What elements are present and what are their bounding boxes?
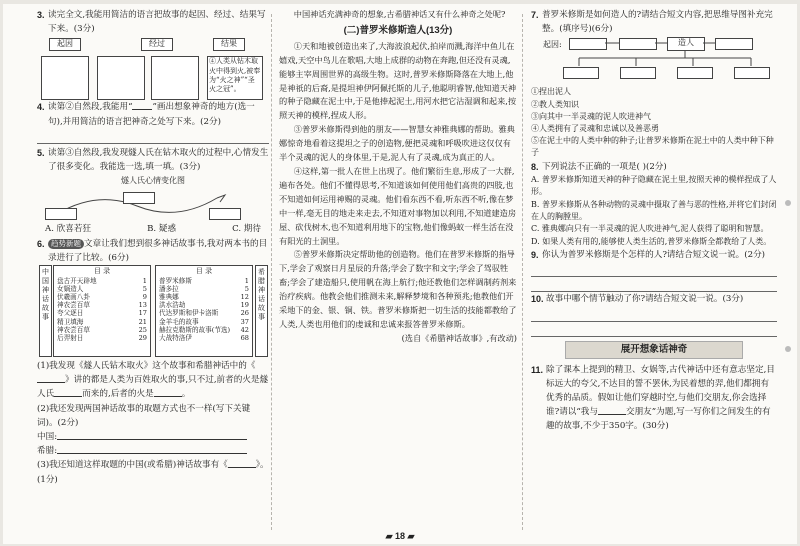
mood-blank-1[interactable] bbox=[45, 208, 77, 220]
toc-entry bbox=[57, 309, 147, 317]
q6-greece-line: 希腊: bbox=[37, 444, 269, 458]
toc-entry-page: 1 bbox=[142, 277, 147, 286]
toc-entry-page: 25 bbox=[138, 325, 147, 334]
section-banner: 展开想象话神奇 bbox=[565, 341, 743, 359]
story-structure-diagram bbox=[37, 36, 269, 100]
question-6: 6. 趋势新题 文章让我们想到很多神话故事书,我对两本书的目录进行了比较。(6分) bbox=[37, 238, 268, 263]
page-number: ▰ 18 ▰ bbox=[385, 531, 415, 541]
mind-map: 起因: 造人 bbox=[531, 36, 777, 86]
toc-entry-title: 洪水浩劫 bbox=[159, 301, 186, 310]
binding-hole bbox=[785, 200, 791, 206]
result-box: ④人类从钻木取火中得到火,被奉为“火之神”“圣火之冠”。 bbox=[207, 56, 263, 100]
toc-entry-page: 37 bbox=[240, 317, 249, 326]
cause-answer-box[interactable] bbox=[41, 56, 89, 100]
mood-curve bbox=[37, 188, 269, 222]
toc-entry-title: 普罗米修斯 bbox=[159, 277, 192, 286]
page-number-deco-left: ▰ bbox=[385, 531, 395, 541]
toc-entry bbox=[57, 334, 147, 342]
toc-entry-page: 17 bbox=[138, 309, 147, 318]
toc-entry-page: 19 bbox=[240, 301, 249, 310]
toc-entry-title: 后羿射日 bbox=[57, 333, 84, 342]
left-column bbox=[37, 8, 269, 487]
toc-entry-page: 68 bbox=[240, 333, 249, 342]
toc-comparison bbox=[37, 265, 269, 359]
worksheet-page bbox=[3, 4, 797, 544]
q6-sub1: (1)我发现《燧人氏钻木取火》这个故事和希腊神话中的《》讲的都是人类为百姓取火的事,只不过,前者的火是燧人氏 而来的,后者的火是 。 bbox=[37, 361, 269, 400]
column-divider bbox=[271, 14, 272, 530]
toc-entry-title: 大战特洛伊 bbox=[159, 333, 192, 342]
toc-entry-page: 5 bbox=[244, 285, 249, 294]
paragraph-3: ③普罗米修斯得到他的朋友——智慧女神雅典娜的帮助。雅典娜惊奇地看着这提坦之子的创造物,便把灵魂和呼吸吹进这仅仅有半个灵魂的泥人的身体里,于是,泥人有了灵魂,成为真正的人。 bbox=[279, 124, 515, 163]
toc-entry bbox=[159, 285, 249, 293]
page-number-deco-right: ▰ bbox=[405, 531, 415, 541]
toc-entry-page: 1 bbox=[244, 277, 249, 286]
paragraph-5: ⑤普罗米修斯决定帮助他的创造物。他们在普罗米修斯的指导下,学会了观察日月星辰的升落;学会了数字和文字;学会了驾驭牲畜;学会了建造船只,使用帆在海上航行;他还教他们怎样调制药剂来治疗疾病。他教会他们推测未来,解释梦境和各种预兆;他教他们开采地下的金、银、铜、铁。普罗米修斯把一切生活的技能都教给了人类,人类也用他们的虔诚和忠诚来报答普罗米修斯。 bbox=[279, 249, 517, 329]
answer-line[interactable] bbox=[531, 307, 777, 322]
toc-entry bbox=[57, 318, 147, 326]
toc-entry-title: 精卫填海 bbox=[57, 317, 84, 326]
q6-sub2: (2)我还发现两国神话故事的取题方式也不一样(写下关键词)。(2分) bbox=[37, 403, 251, 428]
toc-entry-page: 21 bbox=[138, 317, 147, 326]
mood-options bbox=[37, 222, 269, 236]
right-column bbox=[531, 8, 777, 434]
toc-entry bbox=[159, 309, 249, 317]
toc-entry-page: 29 bbox=[138, 333, 147, 342]
option-a: A. 欣喜若狂 bbox=[45, 224, 92, 235]
toc-entry-page: 5 bbox=[142, 285, 147, 294]
toc-entry-title: 神农尝百草 bbox=[57, 301, 90, 310]
question-10: 10. 故事中哪个情节触动了你?请结合短文说一说。(3分) bbox=[531, 294, 744, 305]
map-blank-7[interactable] bbox=[734, 67, 770, 79]
option-c: C. 期待 bbox=[232, 224, 261, 235]
toc-entry bbox=[159, 277, 249, 285]
answer-line[interactable] bbox=[531, 277, 777, 292]
greece-book-label: 希腊神话故事 bbox=[255, 265, 268, 357]
toc-entry-title: 女娲造人 bbox=[57, 285, 84, 294]
question-4: 4. 读第②自然段,我能用“ ”画出想象神奇的地方(选一句),并用简洁的语言把神奇之处写下来。(2分) bbox=[37, 102, 255, 127]
binding-hole bbox=[785, 346, 791, 352]
toc-entry-title: 雅典娜 bbox=[159, 293, 179, 302]
toc-entry-title: 金羊毛的故事 bbox=[159, 317, 199, 326]
mood-blank-3[interactable] bbox=[209, 208, 241, 220]
toc-entry-title: 神农尝百草 bbox=[57, 325, 90, 334]
toc-entry-page: 12 bbox=[240, 293, 249, 302]
q7-options: ①捏出泥人 ②教人类知识 ③向其中一半灵魂的泥人吹进神气 ④人类拥有了灵魂和忠诚以及善恶勇 ⑤在泥土中的人类中种的种子;让普罗米修斯在泥土中的人类中种下种子 bbox=[531, 87, 774, 158]
mood-blank-2[interactable] bbox=[123, 192, 155, 204]
toc-entry-title: 代达罗斯和伊卡洛斯 bbox=[159, 309, 219, 318]
answer-line[interactable] bbox=[531, 262, 777, 277]
section-title: (二)普罗米修斯造人(13分) bbox=[343, 24, 453, 36]
toc-entry bbox=[159, 326, 249, 334]
question-5: 5. 读第③自然段,我发现燧人氏在钻木取火的过程中,心情发生了很多变化。我能选一选,填一填。(3分) bbox=[37, 147, 269, 173]
toc-entry-title: 盘古开天辟地 bbox=[57, 277, 97, 286]
map-center: 造人 bbox=[667, 37, 705, 51]
toc-entry-title: 赫拉克勒斯的故事(节选) bbox=[159, 325, 231, 334]
china-toc: 目 录 盘古开天辟地 1 女娲造人 5 伏羲画八卦 9 神农尝百草 13 夸父逐日 17 精卫填海 21 神农尝百草 25 后羿射日 29 bbox=[53, 265, 151, 357]
greece-toc-list bbox=[159, 277, 249, 342]
q8-options: A. 普罗米修斯知道天神的种子隐藏在泥土里,按照天神的模样捏成了人形。 B. 普罗米修斯从各种动物的灵魂中摄取了善与恶的性格,并将它们封闭在人的胸膛里。 C. 雅典娜向只有一半灵魂的泥人吹进神气,泥人获得了聪明和智慧。 D. 如果人类有用的,能够使人类生活的,普罗米修斯全都教给了人类。 bbox=[531, 174, 777, 246]
map-blank-4[interactable] bbox=[563, 67, 599, 79]
toc-entry bbox=[159, 334, 249, 342]
intro-text: 中国神话充满神奇的想象,古希腊神话又有什么神奇之处呢? bbox=[293, 9, 506, 19]
toc-entry-title: 伏羲画八卦 bbox=[57, 293, 90, 302]
label-process: 经过 bbox=[141, 38, 173, 51]
toc-entry bbox=[57, 285, 147, 293]
question-11: 11. 除了课本上提到的精卫、女娲等,古代神话中还有意志坚定,目标远大的夸父,不达目的誓不罢休,为民着想的羿,他们都拥有优秀的品质。假如让他们穿越时空,与他们交朋友,你会选择谁?请以“我与 交朋友”为题,写一写你们之间发生的有趣的故事,不少于350字。(30分) bbox=[531, 364, 775, 432]
q6-sub3: (3)我还知道这样取题的中国(或希腊)神话故事有《 》。(1分) bbox=[37, 460, 269, 485]
option-b: B. 疑惑 bbox=[147, 224, 177, 235]
label-cause: 起因 bbox=[49, 38, 81, 51]
toc-entry-page: 13 bbox=[138, 301, 147, 310]
toc-entry-title: 夸父逐日 bbox=[57, 309, 84, 318]
middle-column bbox=[279, 8, 517, 346]
toc-entry-page: 42 bbox=[240, 325, 249, 334]
toc-entry bbox=[57, 277, 147, 285]
question-7: 7. 普罗米修斯是如何造人的?请结合短文内容,把思维导图补充完整。(填序号)(6分) bbox=[531, 10, 773, 35]
map-blank-5[interactable] bbox=[620, 67, 656, 79]
china-book-label: 中国神话故事 bbox=[39, 265, 52, 357]
process-answer-box-2[interactable] bbox=[151, 56, 199, 100]
column-divider bbox=[522, 14, 523, 530]
greece-toc: 目 录 普罗米修斯 1 潘多拉 5 雅典娜 12 洪水浩劫 19 代达罗斯和伊卡洛斯 26 金羊毛的故事 37 赫拉克勒斯的故事(节选) 42 大战特洛伊 68 bbox=[155, 265, 253, 357]
q6-china-line: 中国: bbox=[37, 430, 269, 444]
answer-line[interactable] bbox=[37, 129, 269, 144]
paragraph-4: ④这样,第一批人在世上出现了。他们繁衍生息,形成了一大群,遍布各处。他们不懂得思考,不知道该如何使用他们高贵的四肢,也不知道如何运用神赐的灵魂。他们看东西不看,听东西不听,像在梦中一样,毫无目的地走来走去,不知道对事物加以利用,不知道建造房屋、砍伐树木,也不知道利用地下的宝物,他们像蚂蚁一样生活在没有阳光的土洞里。 bbox=[279, 165, 517, 246]
toc-entry-page: 9 bbox=[142, 293, 147, 302]
question-8: 8. 下列说法不正确的一项是( )(2分) bbox=[531, 161, 667, 172]
chart-title: 燧人氏心情变化图 bbox=[121, 176, 185, 186]
toc-entry-title: 潘多拉 bbox=[159, 285, 179, 294]
question-3: 3. 读完全文,我能用简洁的语言把故事的起因、经过、结果写下来。(3分) bbox=[37, 10, 266, 35]
map-blank-6[interactable] bbox=[677, 67, 713, 79]
toc-entry-page: 26 bbox=[240, 309, 249, 318]
china-toc-list bbox=[57, 277, 147, 342]
toc-entry bbox=[57, 326, 147, 334]
process-answer-box-1[interactable] bbox=[97, 56, 145, 100]
label-result: 结果 bbox=[213, 38, 245, 51]
answer-line[interactable] bbox=[531, 322, 777, 337]
question-9: 9. 你认为普罗米修斯是个怎样的人?请结合短文说一说。(2分) bbox=[531, 250, 766, 261]
toc-entry bbox=[159, 318, 249, 326]
paragraph-1: ①天和地被创造出来了,大海波浪起伏,拍岸而溅,海洋中鱼儿在嬉戏,天空中鸟儿在歌唱,大地上成群的动物在奔跑,但还没有灵魂,能够主宰周围世界的高级生物。这时,普罗米修斯降落在大地上,他是神祇的后裔,是提坦神伊阿佩托斯的儿子,他聪明睿智,他知道天神的种子隐藏在泥土中,于是他捧起泥土,用河水把它沾湿调和起来,按照天神的模样,捏成人形。 bbox=[279, 40, 517, 121]
trend-tag: 趋势新题 bbox=[48, 239, 84, 249]
source-note: (选自《希腊神话故事》,有改动) bbox=[401, 332, 517, 343]
